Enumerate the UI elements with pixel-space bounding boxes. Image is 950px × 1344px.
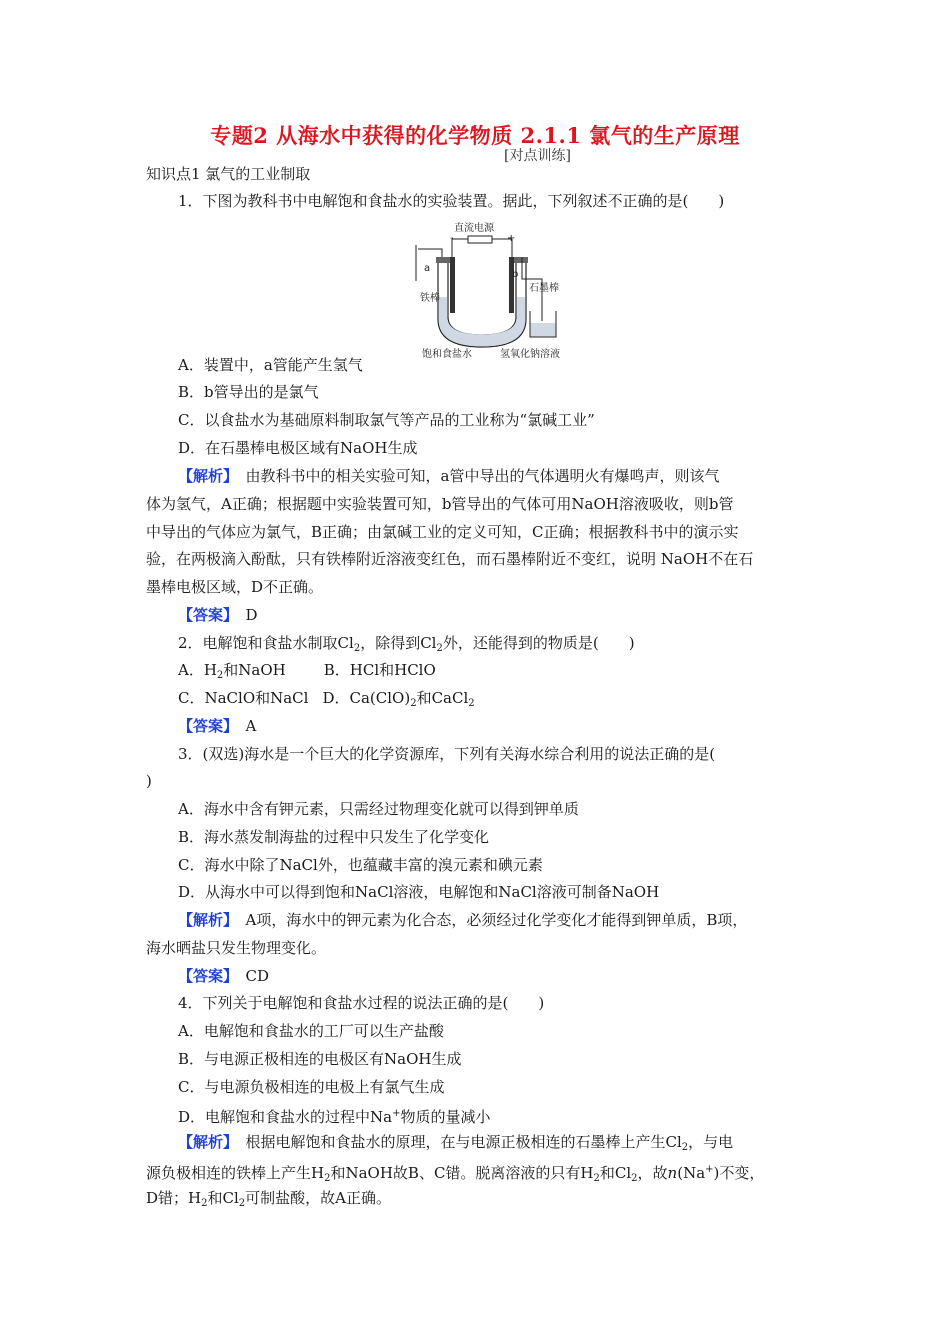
q3-answer: 【答案】 CD [178,967,270,985]
q4-stem: 4．下列关于电解饱和食盐水过程的说法正确的是( ) [178,994,545,1012]
q1-analysis-line-3: 中导出的气体应为氯气，B正确；由氯碱工业的定义可知，C正确；根据教科书中的演示实 [146,523,739,541]
q1-option-c: C．以食盐水为基础原料制取氯气等产品的工业称为“氯碱工业” [178,411,595,429]
q3-option-b: B．海水蒸发制海盐的过程中只发生了化学变化 [178,828,490,846]
q1-option-a: A．装置中，a管能产生氢气 [178,356,363,374]
fig-graphite-label [529,281,559,294]
q3-option-a: A．海水中含有钾元素，只需经过物理变化就可以得到钾单质 [178,800,579,818]
fig-brine-label: 饱和食盐水 [422,349,472,359]
fig-a-label: a [424,263,431,274]
q2-option-d: D．$Ca(ClO)_2$和CaCl$_2$ [322,689,475,709]
q1-option-d: D．在石墨棒电极区域有NaOH生成 [178,439,418,457]
fig-iron-label: 铁棒 [420,293,440,304]
q2-option-a: A．$H_2$和NaOH [178,661,286,681]
q1-option-b: B．b管导出的是氯气 [178,383,319,401]
q3-analysis-line-2: 海水晒盐只发生物理变化。 [146,939,327,957]
q1-analysis-line-4: 验，在两极滴入酚酞，只有铁棒附近溶液变红色，而石墨棒附近不变红，说明 NaOH不在石 [146,550,754,568]
q1-analysis-line-5: 墨棒电极区域，D不正确。 [146,578,324,596]
q3-stem-line-2: ) [146,772,152,790]
q2-options-ab [178,660,436,686]
fig-plus-label: + [507,233,516,244]
q4-option-c: C．与电源负极相连的电极上有氯气生成 [178,1078,445,1096]
q1-stem: 1．下图为教科书中电解饱和食盐水的实验装置。据此，下列叙述不正确的是( ) [178,192,725,210]
q2-stem: 2．电解饱和食盐水制取$Cl_2$，除得到$Cl_2$外，还能得到的物质是( ) [178,634,635,654]
fig-b-label: b [512,269,519,280]
q4-option-b: B．与电源正极相连的电极区有NaOH生成 [178,1050,462,1068]
answer-tag: 【答案】 [178,606,231,624]
q4-option-d: D．电解饱和食盐水的过程中Na+物质的量减小 [178,1108,491,1126]
q4-analysis-line-2: 源负极相连的铁棒上产生$H_2$和NaOH故B、C错。脱离溶液的只有$H_2$和$Cl_2$，故n(Na+)不变， [146,1164,765,1184]
fig-power-label: 直流电源 [454,223,494,234]
q1-analysis-line-1: 【解析】 由教科书中的相关实验可知，a管中导出的气体遇明火有爆鸣声，则该气 [178,467,720,485]
q2-option-c: C．NaClO和NaCl [178,689,309,707]
page-title: 专题2 从海水中获得的化学物质 2.1.1 氯气的生产原理 [210,123,740,148]
q4-analysis-line-1: 【解析】 根据电解饱和食盐水的原理，在与电源正极相连的石墨棒上产生$Cl_2$，与电 [178,1133,734,1153]
q3-option-c: C．海水中除了NaCl外，也蕴藏丰富的溴元素和碘元素 [178,856,543,874]
q3-option-d: D．从海水中可以得到饱和NaCl溶液，电解饱和NaCl溶液可制备NaOH [178,883,660,901]
q3-analysis-line-1: 【解析】 A项，海水中的钾元素为化合态，必须经过化学变化才能得到钾单质，B项， [178,911,748,929]
subtitle: [对点训练] [504,148,571,164]
fig-minus-label: - [450,233,454,244]
q4-analysis-line-3: D错；$H_2$和$Cl_2$可制盐酸，故A正确。 [146,1189,391,1209]
fig-naoh-label: 氢氧化钠溶液 [500,349,560,359]
q2-answer: 【答案】 A [178,717,257,735]
fig-graphite-label-text: 石墨棒 [529,283,559,294]
q1-answer: 【答案】 D [178,606,258,624]
q4-option-a: A．电解饱和食盐水的工厂可以生产盐酸 [178,1022,444,1040]
q2-option-b: B．HCl和HClO [323,661,436,679]
electrolysis-apparatus-figure [412,219,572,359]
analysis-tag: 【解析】 [178,467,231,485]
q2-options-cd [178,688,475,714]
section-heading: 知识点1 氯气的工业制取 [146,165,311,183]
q3-stem-line-1: 3．(双选)海水是一个巨大的化学资源库，下列有关海水综合利用的说法正确的是( [178,745,716,763]
q1-analysis-line-2: 体为氢气，A正确；根据题中实验装置可知，b管导出的气体可用NaOH溶液吸收，则b管 [146,495,734,513]
